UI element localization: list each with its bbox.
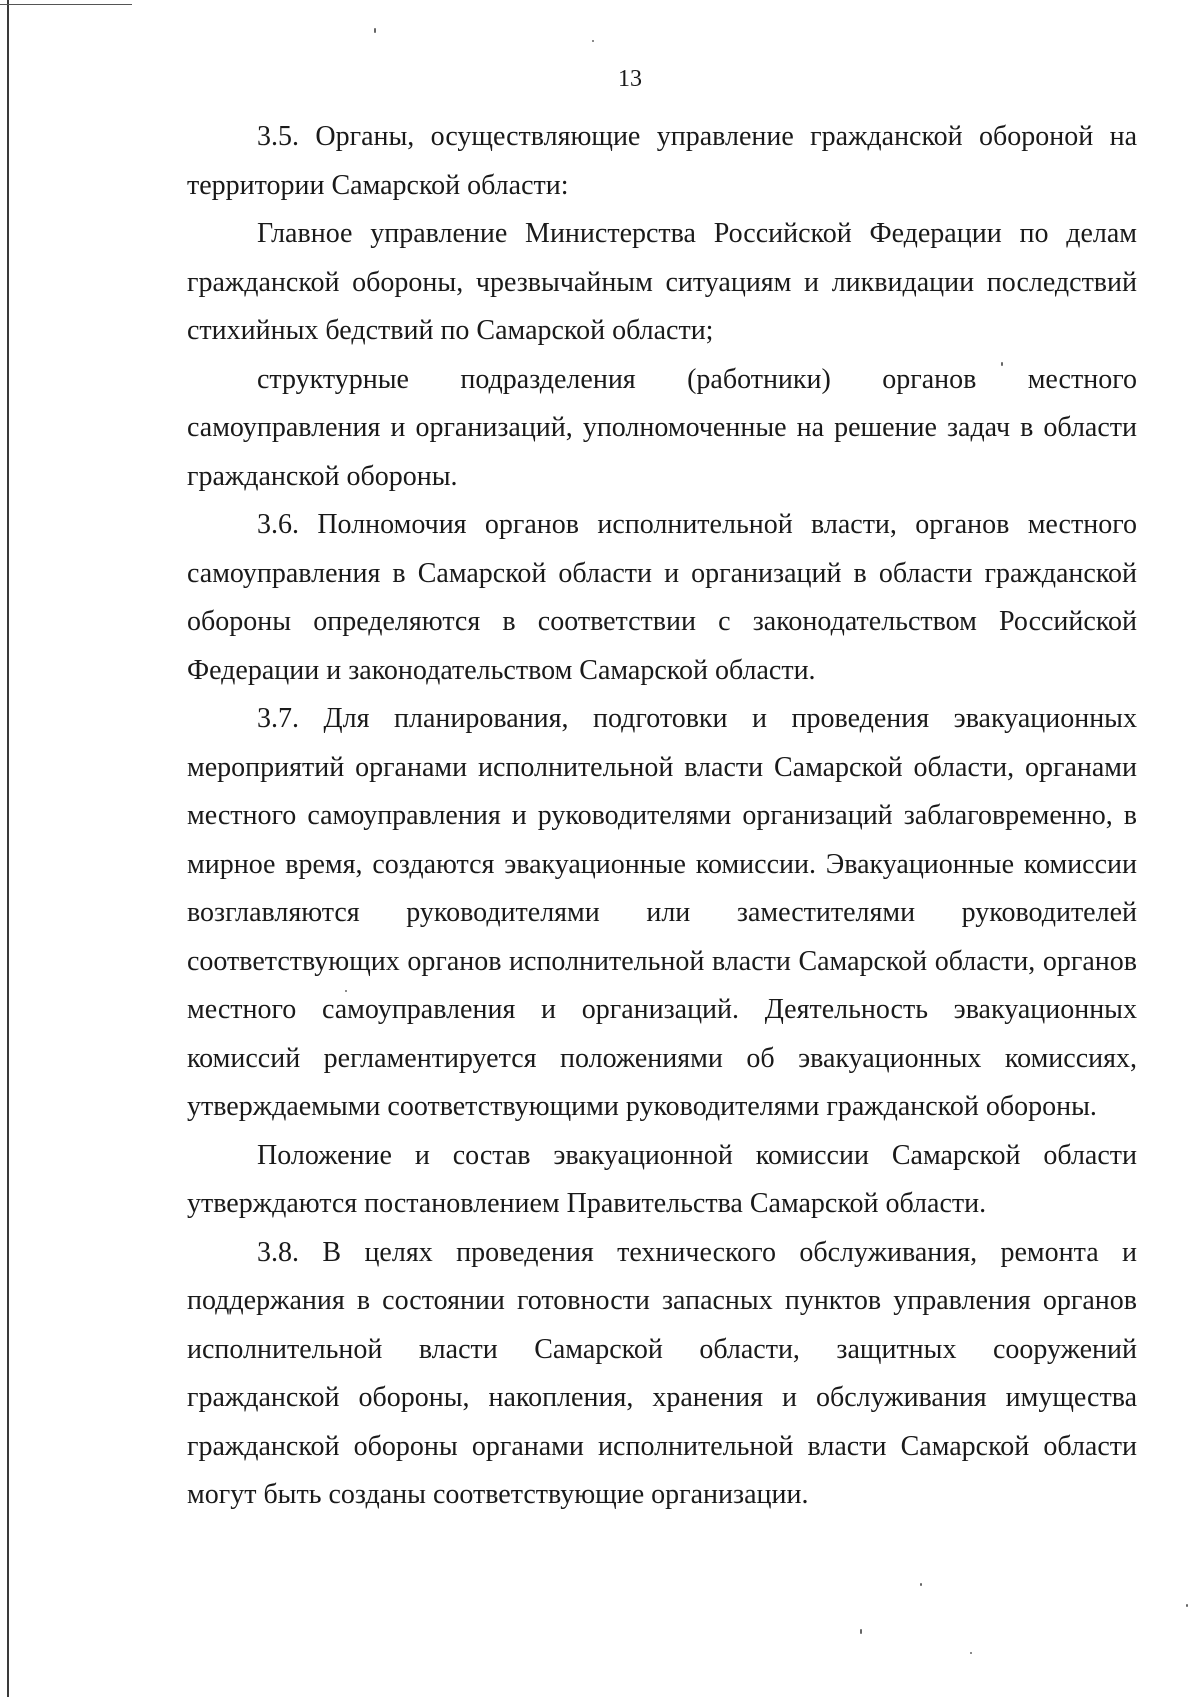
page-number: 13 bbox=[618, 66, 642, 92]
paragraph-3-6: 3.6. Полномочия органов исполнительной власти, органов местного самоуправления в Самарской области и организаций в области гражданской обороны определяются в соответствии с законодательством Российской Федерации и законодательством Самарской области. bbox=[187, 509, 1137, 686]
document-body bbox=[187, 113, 1137, 1520]
paragraph-main-directorate: Главное управление Министерства Российской Федерации по делам гражданской обороны, чрезвычайным ситуациям и ликвидации последствий стихийных бедствий по Самарской области; bbox=[187, 218, 1137, 346]
scan-speck bbox=[1186, 1604, 1188, 1607]
scan-speck bbox=[374, 28, 376, 33]
paragraph-3-8: 3.8. В целях проведения технического обслуживания, ремонта и поддержания в состоянии готовности запасных пунктов управления органов исполнительной власти Самарской области, защитных сооружений гражданской обороны, накопления, хранения и обслуживания имущества гражданской обороны органами исполнительной власти Самарской области могут быть созданы соответствующие организации. bbox=[187, 1236, 1137, 1510]
scan-speck bbox=[860, 1629, 862, 1634]
scan-speck bbox=[920, 1583, 922, 1586]
scan-speck bbox=[970, 1652, 972, 1654]
paragraph-structural-units: структурные подразделения (работники) органов местного самоуправления и организаций, уполномоченные на решение задач в области гражданской обороны. bbox=[187, 363, 1137, 492]
paragraph-3-7: 3.7. Для планирования, подготовки и проведения эвакуационных мероприятий органами исполнительной власти Самарской области, органами местного самоуправления и руководителями организаций заблаговременно, в мирное время, создаются эвакуационные комиссии. Эвакуационные комиссии возглавляются руководителями или заместителями руководителей соответствующих органов исполнительной власти Самарской области, органов местного самоуправления и организаций. Деятельность эвакуационных комиссий регламентируется положениями об эвакуационных комиссиях, утверждаемыми соответствующими руководителями гражданской обороны. bbox=[187, 703, 1137, 1122]
scan-speck bbox=[592, 40, 594, 42]
scan-left-edge bbox=[7, 0, 9, 1697]
scan-top-edge bbox=[0, 4, 132, 5]
paragraph-evacuation-commission: Положение и состав эвакуационной комиссии Самарской области утверждаются постановлением Правительства Самарской области. bbox=[187, 1139, 1137, 1219]
paragraph-3-5: 3.5. Органы, осуществляющие управление гражданской обороной на территории Самарской области: bbox=[187, 121, 1137, 201]
